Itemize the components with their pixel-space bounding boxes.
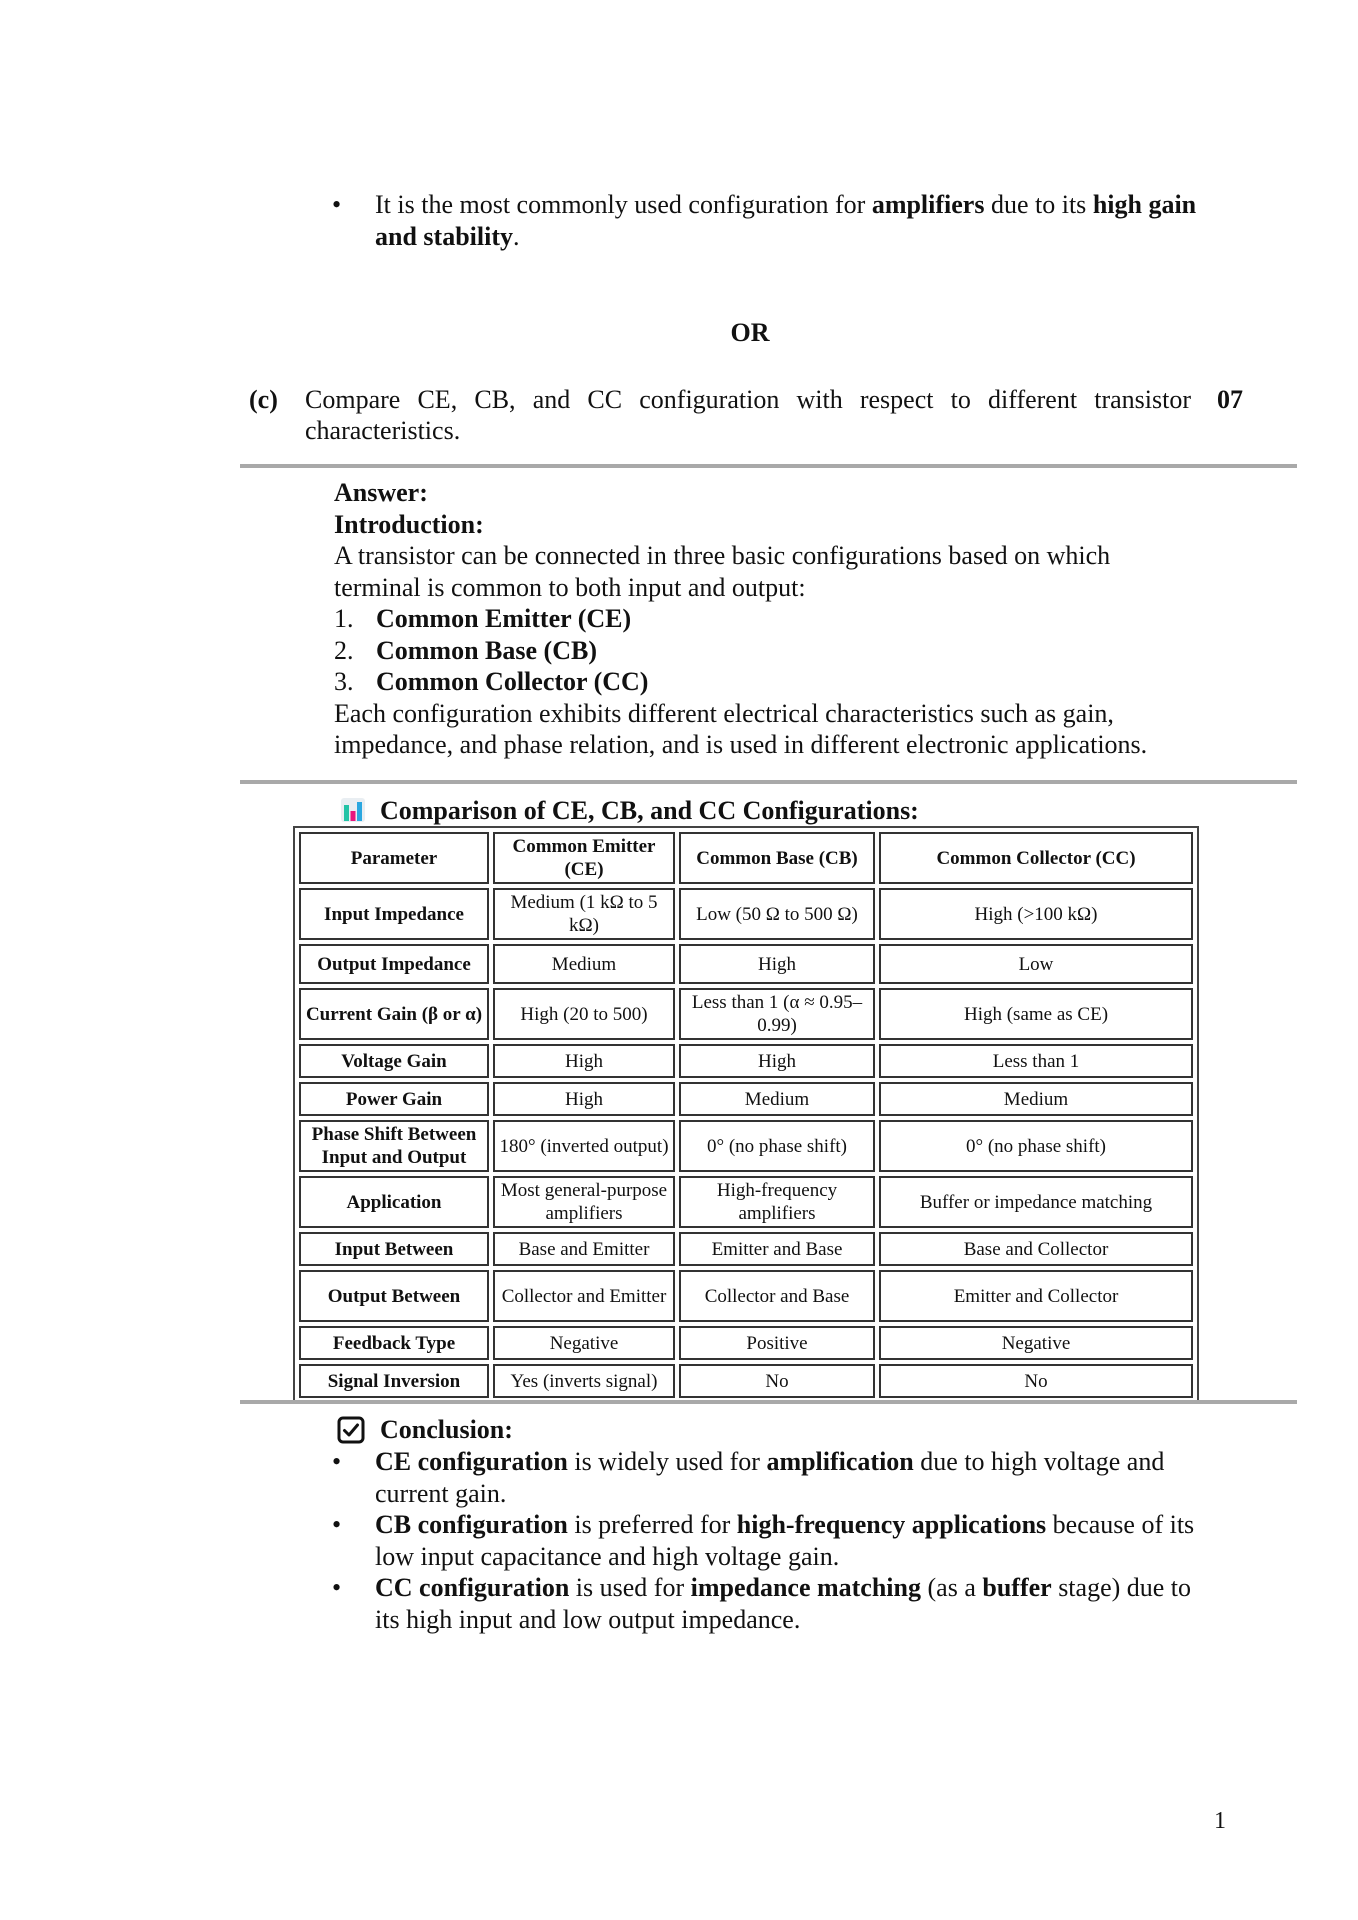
- bold-text: CB configuration: [375, 1510, 568, 1539]
- table-row: [299, 1044, 1193, 1078]
- list-number: 1.: [334, 604, 354, 633]
- top-bullet-text: [375, 189, 1215, 252]
- table-row: [299, 1120, 1193, 1172]
- bold-text: high-frequency applications: [736, 1510, 1047, 1539]
- parameter-cell: Input Between: [299, 1232, 489, 1266]
- text: .: [513, 221, 520, 251]
- bold-text: CE configuration: [375, 1447, 568, 1476]
- conclusion-bullet-text: [375, 1509, 1205, 1572]
- bullet-dot: •: [332, 1447, 342, 1476]
- parameter-cell: Output Impedance: [299, 944, 489, 984]
- divider-rule: [240, 464, 1297, 468]
- cc-cell: No: [879, 1364, 1193, 1398]
- parameter-cell: Signal Inversion: [299, 1364, 489, 1398]
- ce-cell: 180° (inverted output): [493, 1120, 675, 1172]
- table-row: [299, 988, 1193, 1040]
- question-text: Compare CE, CB, and CC configuration with respect to different transistor characteristics.: [305, 385, 1191, 445]
- bullet-dot: •: [332, 1573, 342, 1602]
- cc-cell: Negative: [879, 1326, 1193, 1360]
- parameter-cell: Current Gain (β or α): [299, 988, 489, 1040]
- answer-section: [334, 477, 1234, 761]
- ce-cell: Most general-purpose amplifiers: [493, 1176, 675, 1228]
- cb-cell: 0° (no phase shift): [679, 1120, 875, 1172]
- ce-cell: Collector and Emitter: [493, 1270, 675, 1322]
- table-header-row: [299, 832, 1193, 884]
- bold-text: buffer: [982, 1573, 1052, 1602]
- ce-cell: High: [493, 1082, 675, 1116]
- bold-text: impedance matching: [690, 1573, 921, 1602]
- bullet-dot: •: [332, 190, 342, 219]
- text: because of its low input capacitance and high voltage gain.: [375, 1510, 1195, 1571]
- comparison-table: [293, 826, 1199, 1404]
- divider-rule: [240, 1400, 1297, 1404]
- cc-cell: Emitter and Collector: [879, 1270, 1193, 1322]
- header-cb: Common Base (CB): [679, 832, 875, 884]
- answer-heading: Answer:: [334, 478, 428, 507]
- configuration-name: Common Collector (CC): [376, 667, 649, 696]
- cc-cell: 0° (no phase shift): [879, 1120, 1193, 1172]
- text: stage) due to its high input and low output impedance.: [375, 1573, 1192, 1634]
- question-label: (c): [249, 385, 278, 414]
- cb-cell: High: [679, 1044, 875, 1078]
- cb-cell: Positive: [679, 1326, 875, 1360]
- ce-cell: High: [493, 1044, 675, 1078]
- ce-cell: Yes (inverts signal): [493, 1364, 675, 1398]
- table-row: [299, 1326, 1193, 1360]
- conclusion-bullet-text: [375, 1446, 1205, 1509]
- cc-cell: Less than 1: [879, 1044, 1193, 1078]
- cc-cell: Buffer or impedance matching: [879, 1176, 1193, 1228]
- cc-cell: Low: [879, 944, 1193, 984]
- conclusion-heading: Conclusion:: [380, 1415, 513, 1444]
- text: is used for: [569, 1573, 691, 1602]
- bold-text: CC configuration: [375, 1573, 570, 1602]
- ce-cell: Base and Emitter: [493, 1232, 675, 1266]
- table-row: [299, 888, 1193, 940]
- configuration-item: [334, 635, 1234, 667]
- parameter-cell: Output Between: [299, 1270, 489, 1322]
- divider-rule: [240, 780, 1297, 784]
- list-number: 3.: [334, 667, 354, 696]
- bold-text: amplifiers: [871, 190, 985, 219]
- parameter-cell: Input Impedance: [299, 888, 489, 940]
- question-marks: 07: [1217, 385, 1243, 414]
- table-row: [299, 1082, 1193, 1116]
- ce-cell: Medium (1 kΩ to 5 kΩ): [493, 888, 675, 940]
- configuration-item: [334, 666, 1234, 698]
- ce-cell: Medium: [493, 944, 675, 984]
- bold-text: high gain and stability: [375, 190, 1197, 251]
- conclusion-bullet: [332, 1509, 1232, 1572]
- header-cc: Common Collector (CC): [879, 832, 1193, 884]
- table-row: [299, 944, 1193, 984]
- cb-cell: Low (50 Ω to 500 Ω): [679, 888, 875, 940]
- bar-chart-icon: [340, 797, 366, 823]
- text: due to its: [984, 190, 1093, 219]
- conclusion-bullet-text: [375, 1572, 1205, 1635]
- cb-cell: Collector and Base: [679, 1270, 875, 1322]
- conclusion-bullet: [332, 1572, 1232, 1635]
- cb-cell: Emitter and Base: [679, 1232, 875, 1266]
- table-row: [299, 1176, 1193, 1228]
- cc-cell: High (same as CE): [879, 988, 1193, 1040]
- cc-cell: Base and Collector: [879, 1232, 1193, 1266]
- cb-cell: High: [679, 944, 875, 984]
- configuration-list: [334, 603, 1234, 698]
- cc-cell: High (>100 kΩ): [879, 888, 1193, 940]
- text: (as a: [921, 1573, 983, 1602]
- parameter-cell: Power Gain: [299, 1082, 489, 1116]
- text: It is the most commonly used configuration for: [375, 190, 872, 219]
- header-parameter: Parameter: [299, 832, 489, 884]
- comparison-title: Comparison of CE, CB, and CC Configurations:: [380, 796, 919, 825]
- cc-cell: Medium: [879, 1082, 1193, 1116]
- text: is widely used for: [567, 1447, 767, 1476]
- parameter-cell: Application: [299, 1176, 489, 1228]
- ce-cell: Negative: [493, 1326, 675, 1360]
- text: is preferred for: [567, 1510, 737, 1539]
- cb-cell: High-frequency amplifiers: [679, 1176, 875, 1228]
- or-separator: OR: [730, 318, 770, 347]
- parameter-cell: Voltage Gain: [299, 1044, 489, 1078]
- configuration-item: [334, 603, 1234, 635]
- introduction-text: A transistor can be connected in three basic configurations based on which terminal is common to both input and output:: [334, 541, 1111, 602]
- bold-text: amplification: [766, 1447, 914, 1476]
- table-row: [299, 1364, 1193, 1398]
- configuration-name: Common Base (CB): [376, 635, 597, 665]
- parameter-cell: Feedback Type: [299, 1326, 489, 1360]
- introduction-closing: Each configuration exhibits different electrical characteristics such as gain, impedance, and phase relation, and is used in different electronic applications.: [334, 698, 1148, 759]
- ce-cell: High (20 to 500): [493, 988, 675, 1040]
- checkbox-checked-icon: [337, 1416, 365, 1444]
- cb-cell: Less than 1 (α ≈ 0.95–0.99): [679, 988, 875, 1040]
- table-row: [299, 1270, 1193, 1322]
- introduction-heading: Introduction:: [334, 509, 484, 539]
- text: due to high voltage and current gain.: [375, 1447, 1165, 1508]
- bullet-dot: •: [332, 1510, 342, 1539]
- page-number: 1: [1214, 1808, 1226, 1834]
- parameter-cell: Phase Shift Between Input and Output: [299, 1120, 489, 1172]
- header-ce: Common Emitter (CE): [493, 832, 675, 884]
- cb-cell: Medium: [679, 1082, 875, 1116]
- list-number: 2.: [334, 635, 354, 665]
- table-row: [299, 1232, 1193, 1266]
- configuration-name: Common Emitter (CE): [376, 604, 632, 633]
- cb-cell: No: [679, 1364, 875, 1398]
- conclusion-bullet: [332, 1446, 1232, 1509]
- conclusion-list: [332, 1446, 1232, 1635]
